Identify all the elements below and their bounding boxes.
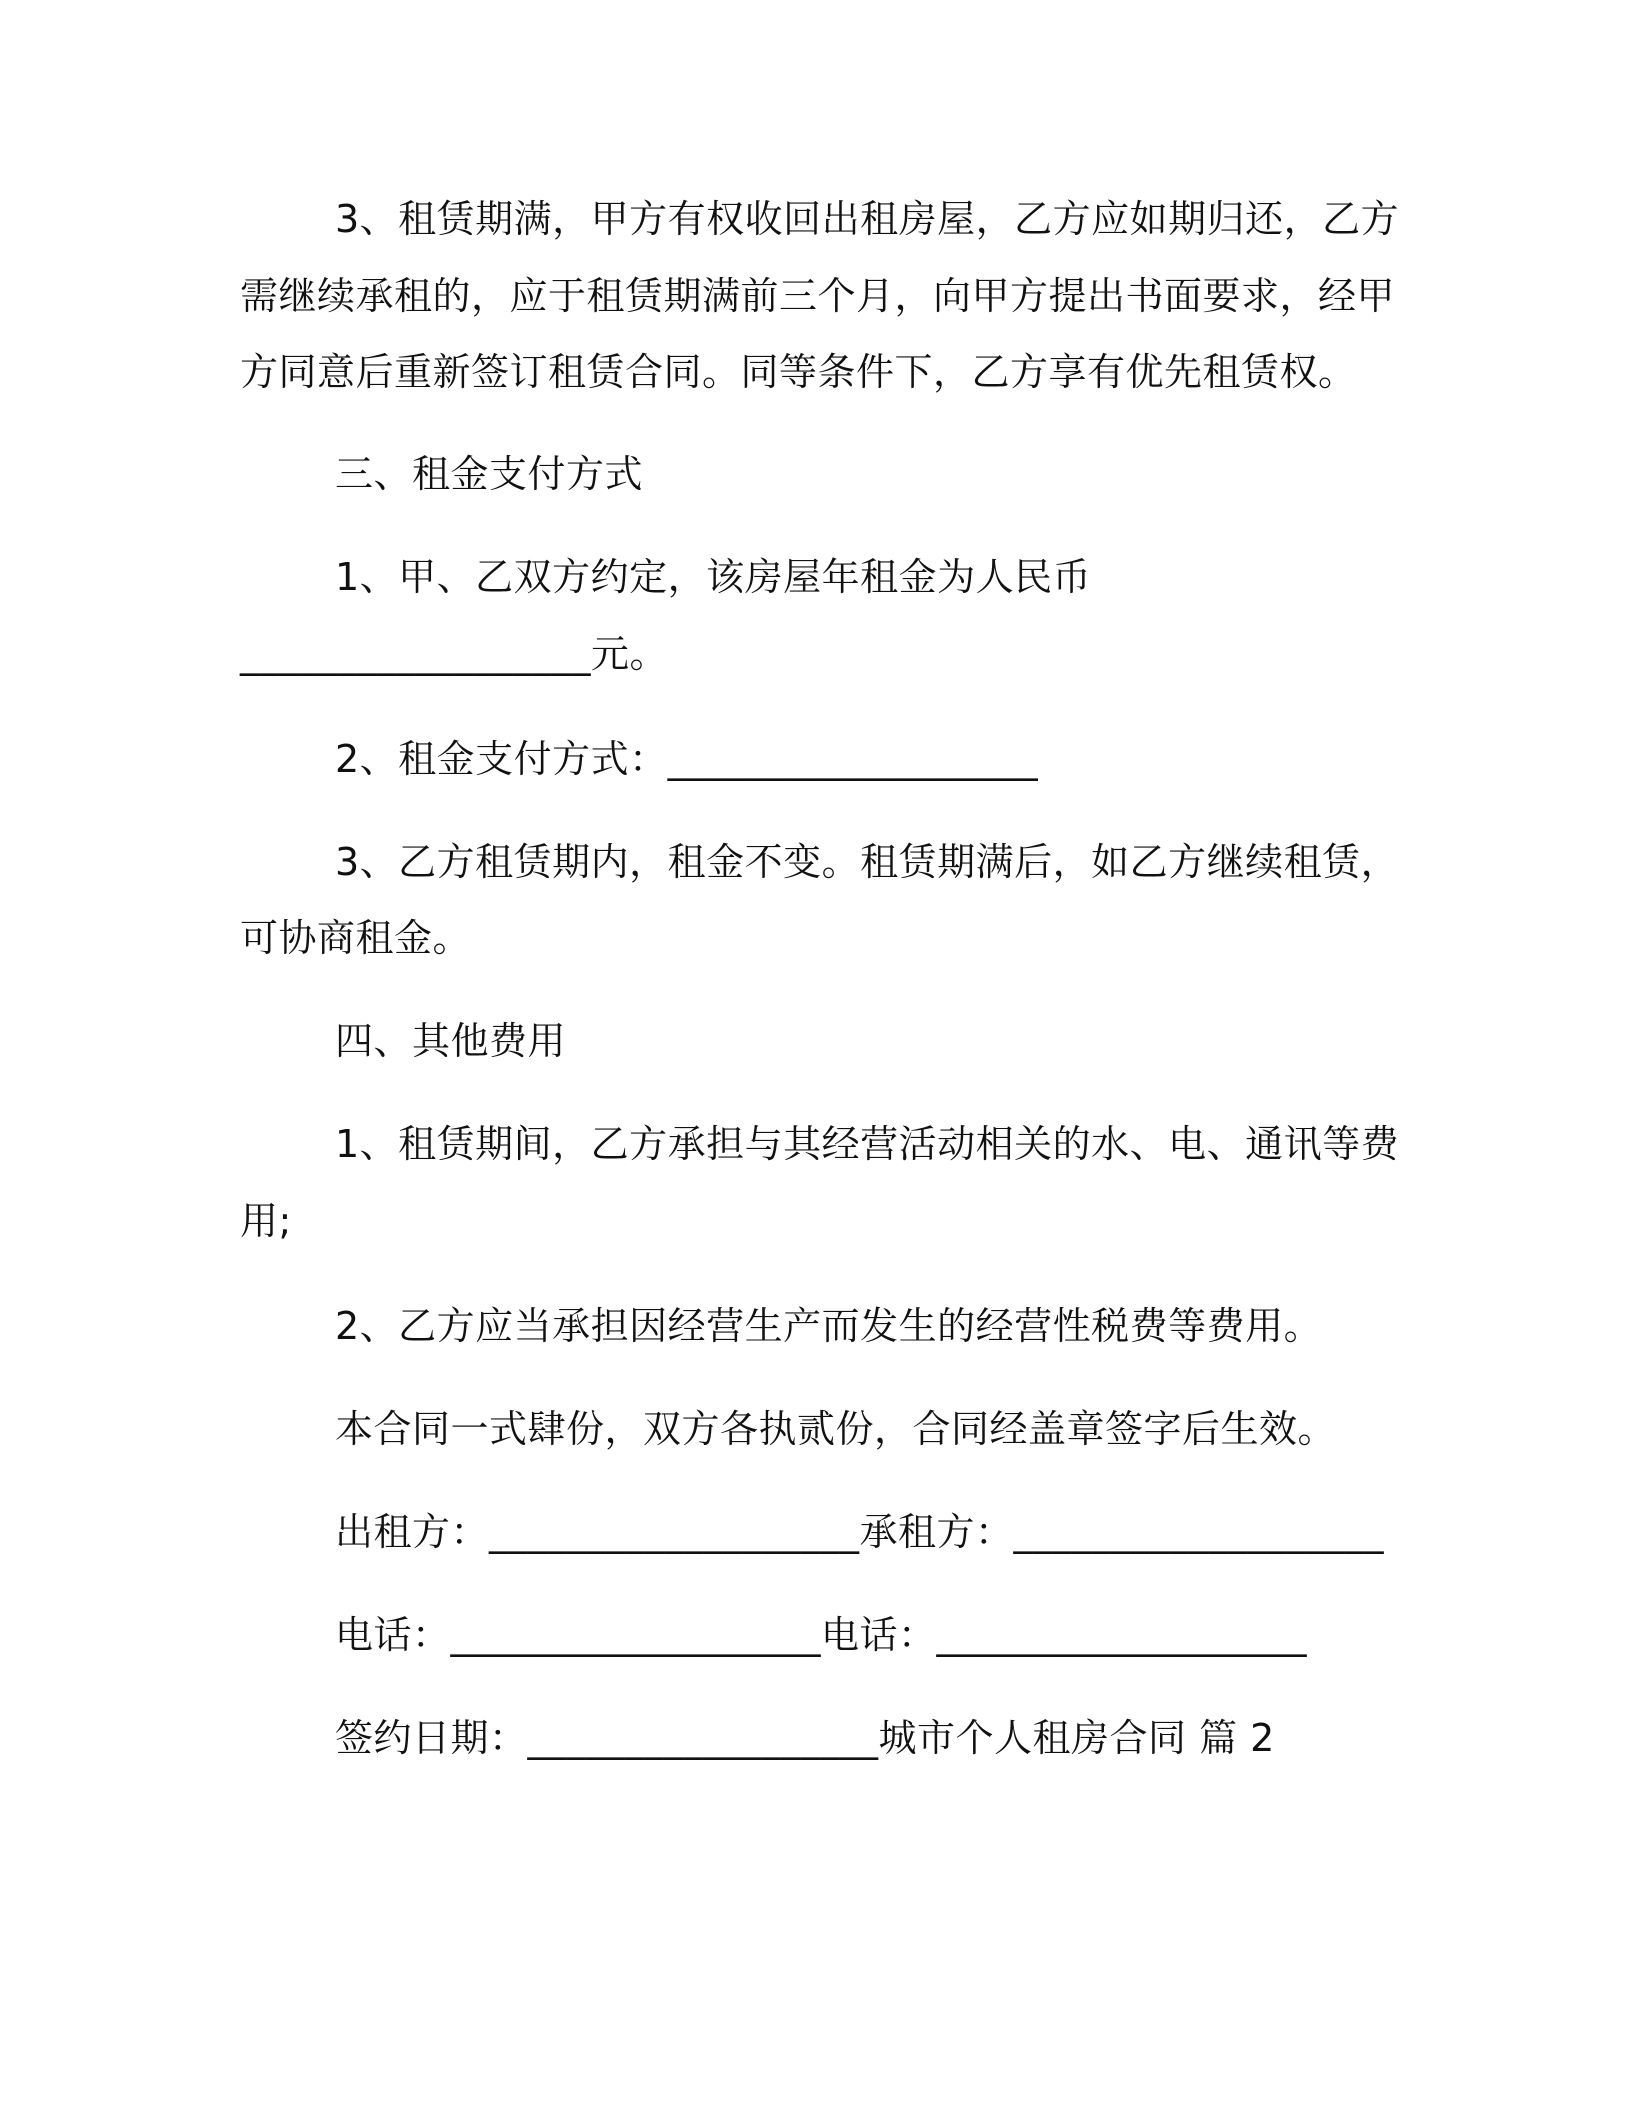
section-3-heading: 三、租金支付方式 <box>335 452 644 496</box>
rent-clause-1-line-1: 1、甲、乙双方约定，该房屋年租金为人民币 <box>335 555 1092 599</box>
fees-clause-1-line-2: 用; <box>240 1199 292 1243</box>
rent-clause-1-line-2: __________________元。 <box>240 632 669 676</box>
lessor-lessee-line: 出租方：___________________承租方：___________________ <box>335 1510 1385 1554</box>
fees-clause-1-line-1: 1、租赁期间，乙方承担与其经营活动相关的水、电、通讯等费 <box>335 1122 1400 1166</box>
clause-3-line-3: 方同意后重新签订租赁合同。同等条件下，乙方享有优先租赁权。 <box>240 350 1357 394</box>
rent-clause-2: 2、租金支付方式：___________________ <box>335 737 1039 781</box>
rent-clause-3-line-2: 可协商租金。 <box>240 916 472 960</box>
rent-clause-3-line-1: 3、乙方租赁期内，租金不变。租赁期满后，如乙方继续租赁， <box>335 840 1400 884</box>
section-4-heading: 四、其他费用 <box>335 1019 567 1063</box>
clause-3-line-1: 3、租赁期满，甲方有权收回出租房屋，乙方应如期归还，乙方 <box>335 197 1400 241</box>
signing-date-line: 签约日期：__________________城市个人租房合同 篇 2 <box>335 1716 1275 1760</box>
clause-3-line-2: 需继续承租的，应于租赁期满前三个月，向甲方提出书面要求，经甲 <box>240 274 1396 318</box>
copies-statement: 本合同一式肆份，双方各执贰份，合同经盖章签字后生效。 <box>335 1407 1337 1451</box>
fees-clause-2: 2、乙方应当承担因经营生产而发生的经营性税费等费用。 <box>335 1304 1323 1348</box>
phone-line: 电话：___________________电话：___________________ <box>335 1613 1308 1657</box>
